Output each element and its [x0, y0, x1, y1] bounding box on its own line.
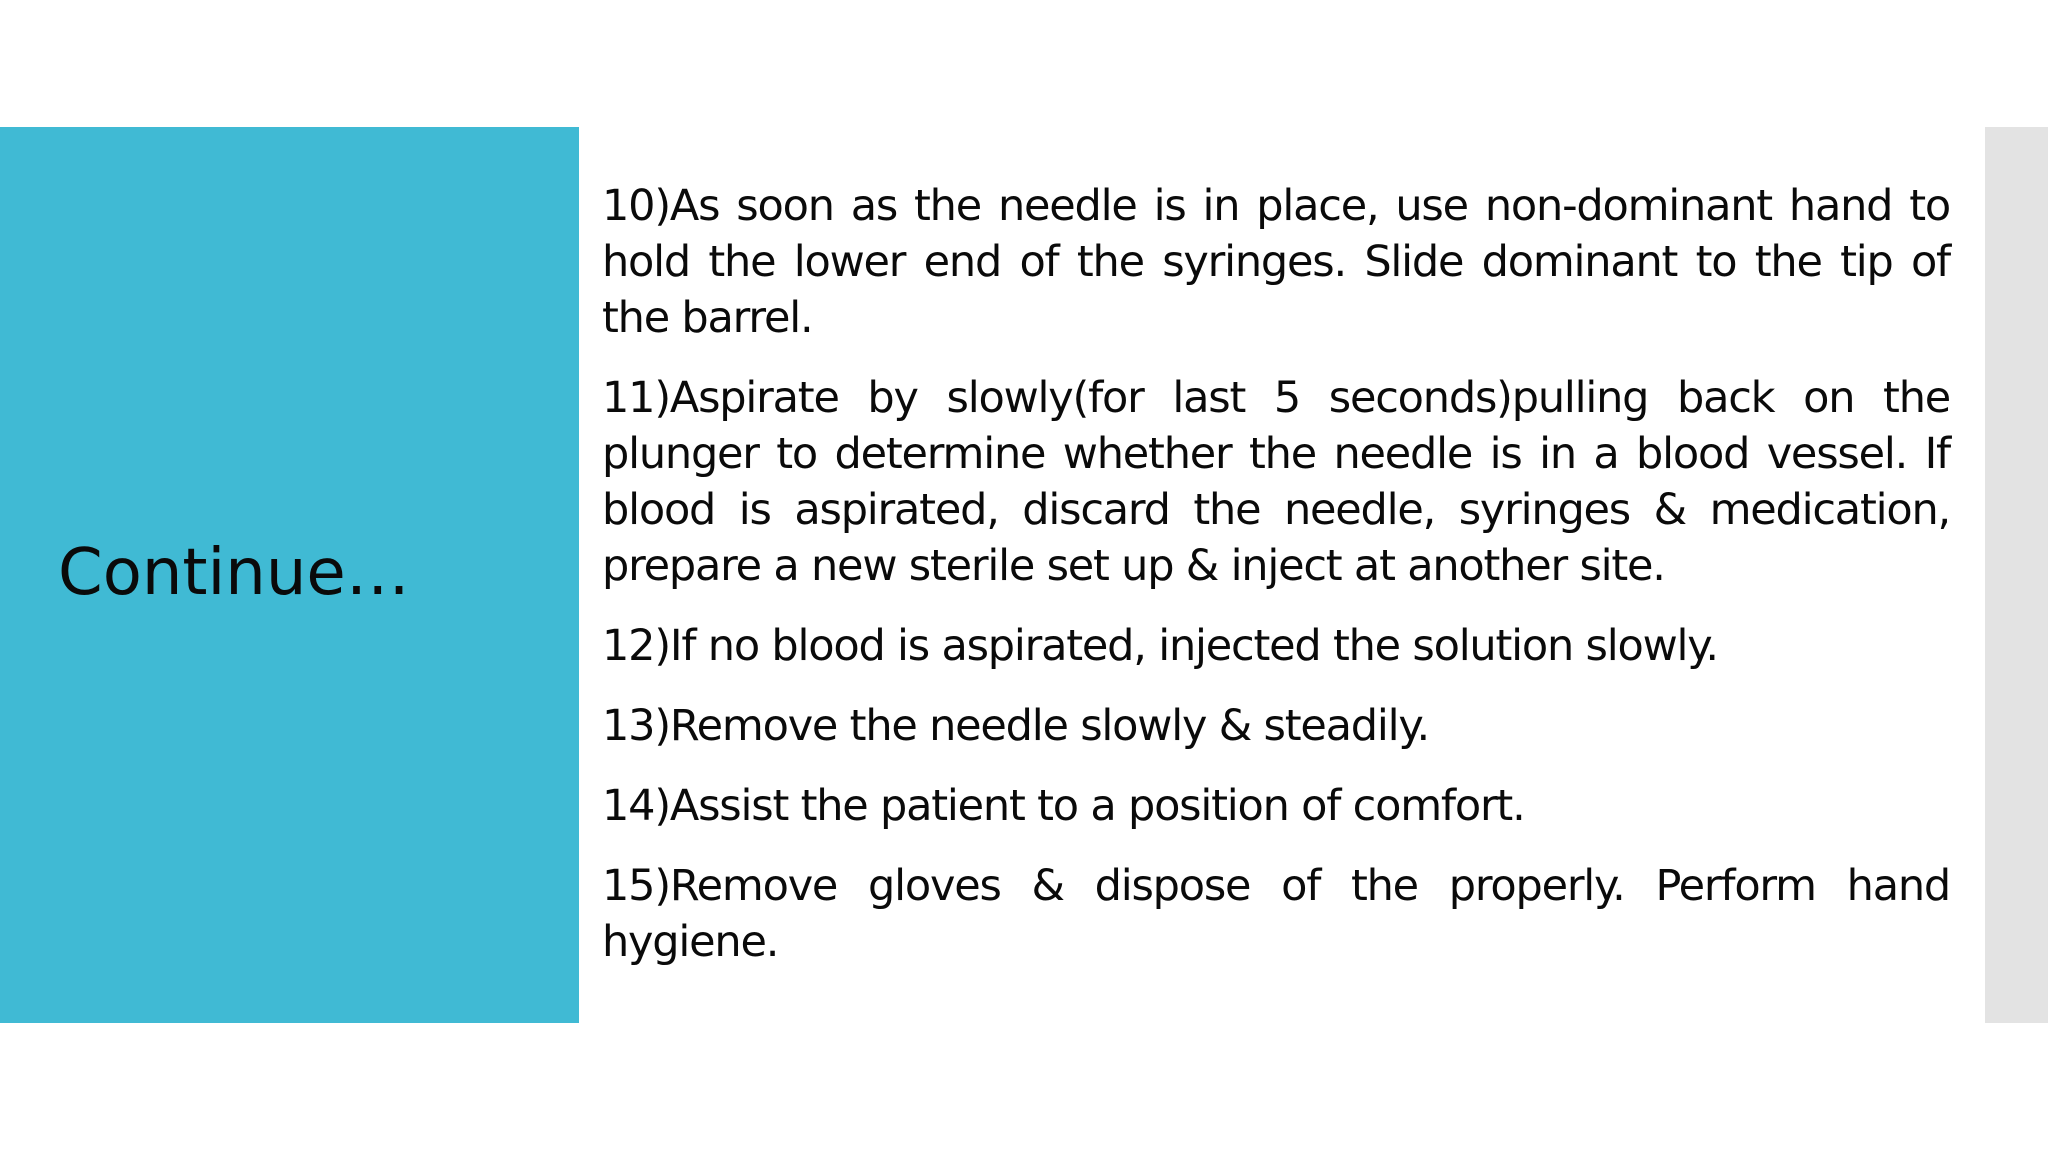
step-item: 10)As soon as the needle is in place, use non-dominant hand to hold the lower end of the syringes. Slide dominant to the tip of the barrel. — [602, 181, 1950, 343]
step-list — [602, 178, 1950, 994]
step-item: 13)Remove the needle slowly & steadily. — [602, 701, 1429, 751]
step-item: 11)Aspirate by slowly(for last 5 seconds)pulling back on the plunger to determine whether the needle is in a blood vessel. If blood is aspirated, discard the needle, syringes & medication, prepare a new sterile set up & inject at another site. — [602, 373, 1950, 591]
step-item: 15)Remove gloves & dispose of the properly. Perform hand hygiene. — [602, 861, 1950, 967]
slide-title: Continue… — [58, 536, 410, 610]
step-item: 12)If no blood is aspirated, injected the solution slowly. — [602, 621, 1718, 671]
step-item: 14)Assist the patient to a position of comfort. — [602, 781, 1525, 831]
right-accent-bar — [1985, 127, 2048, 1023]
